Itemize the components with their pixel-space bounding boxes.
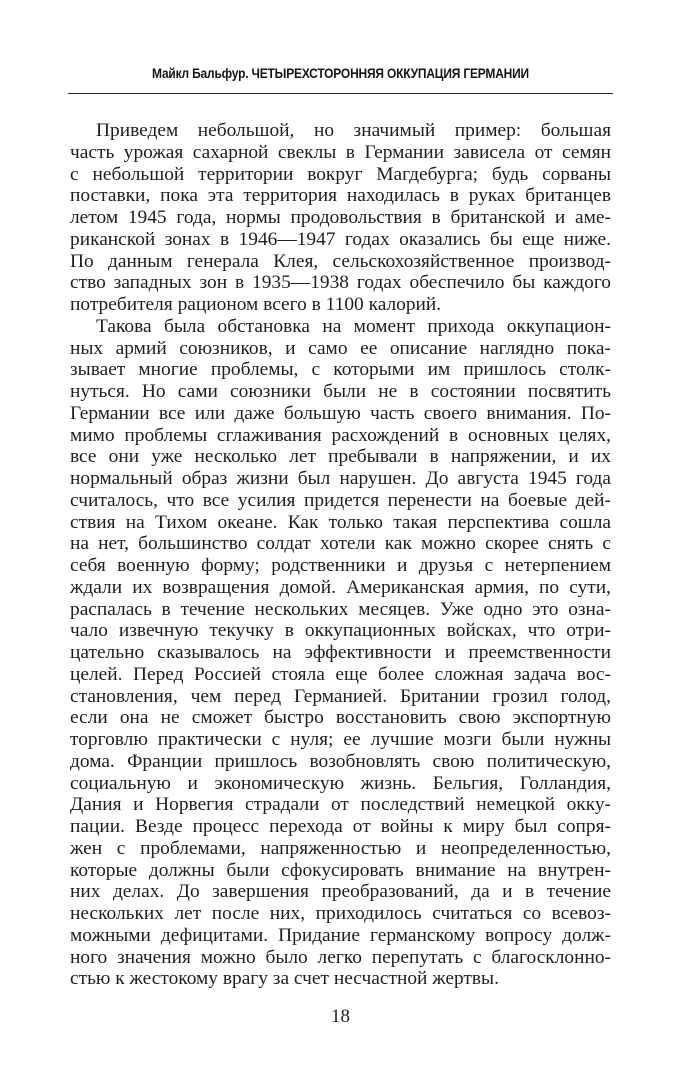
- text-line: пации. Везде процесс перехода от войны к миру был сопря-: [70, 816, 611, 837]
- text-line: часть урожая сахарной свеклы в Германии зависела от семян: [70, 141, 611, 163]
- text-line: чало извечную текучку в оккупационных войсках, что отри-: [70, 620, 611, 642]
- text-line: Приведем небольшой, но значимый пример: большая: [96, 120, 611, 141]
- text-line: цательно сказывалось на эффективности и преемственности: [70, 642, 611, 663]
- header-rule: [68, 93, 613, 94]
- text-line: ного значения можно было легко перепутать с благосклонно-: [70, 946, 611, 968]
- text-line: стью к жестокому врагу за счет несчастной жертвы.: [70, 968, 499, 990]
- text-line: Такова была обстановка на момент прихода оккупацион-: [96, 315, 611, 337]
- text-line: поставки, пока эта территория находилась в руках британцев: [70, 185, 611, 207]
- text-line: все они уже несколько лет пребывали в напряжении, и их: [70, 446, 611, 468]
- paragraph-2: [70, 316, 611, 990]
- text-line: риканской зонах в 1946—1947 годах оказались бы еще ниже.: [70, 228, 611, 250]
- text-line: ждали их возвращения домой. Американская армия, по сути,: [70, 576, 611, 598]
- page-number: 18: [331, 1006, 350, 1027]
- text-line: нормальный образ жизни был нарушен. До августа 1945 года: [70, 468, 611, 489]
- text-line: которые должны были сфокусировать внимание на внутрен-: [70, 859, 611, 881]
- text-line: с небольшой территории вокруг Магдебурга; будь сорваны: [70, 163, 611, 185]
- text-line: летом 1945 года, нормы продовольствия в британской и аме-: [70, 207, 611, 228]
- text-line: распалась в течение нескольких месяцев. Уже одно это озна-: [70, 598, 611, 620]
- text-line: нуться. Но сами союзники были не в состоянии посвятить: [70, 381, 611, 402]
- text-line: ных армий союзников, и само ее описание наглядно пока-: [70, 337, 611, 359]
- text-line: считалось, что все усилия придется перенести на боевые дей-: [70, 489, 611, 511]
- text-line: торговлю практически с нуля; ее лучшие мозги были нужны: [70, 729, 611, 750]
- text-line: становления, чем перед Германией. Британии грозил голод,: [70, 685, 611, 707]
- text-line: ствия на Тихом океане. Как только такая перспектива сошла: [70, 511, 611, 533]
- body-text: [70, 120, 611, 990]
- text-line: По данным генерала Клея, сельскохозяйственное производ-: [70, 250, 611, 272]
- text-line: целей. Перед Россией стояла еще более сложная задача вос-: [70, 663, 611, 685]
- text-line: ство западных зон в 1935—1938 годах обеспечило бы каждого: [70, 272, 611, 294]
- text-line: Германии все или даже большую часть своего внимания. По-: [70, 402, 611, 424]
- text-line: жен с проблемами, напряженностью и неопределенностью,: [70, 837, 611, 859]
- text-line: них делах. До завершения преобразований, да и в течение: [70, 881, 611, 903]
- text-line: зывает многие проблемы, с которыми им пришлось столк-: [70, 359, 611, 381]
- text-line: на нет, большинство солдат хотели как можно скорее снять с: [70, 533, 611, 555]
- running-head: Майкл Бальфур. ЧЕТЫРЕХСТОРОННЯЯ ОККУПАЦИЯ ГЕРМАНИИ: [152, 66, 529, 81]
- paragraph-1: [70, 120, 611, 316]
- text-line: социальную и экономическую жизнь. Бельгия, Голландия,: [70, 772, 611, 794]
- text-line: Дания и Норвегия страдали от последствий немецкой окку-: [70, 794, 611, 816]
- text-line: себя военную форму; родственники и друзья с нетерпением: [70, 555, 611, 576]
- text-line: нескольких лет после них, приходилось считаться со всевоз-: [70, 903, 611, 924]
- text-line: можными дефицитами. Придание германскому вопросу долж-: [70, 924, 611, 946]
- text-line: потребителя рационом всего в 1100 калорий.: [70, 294, 442, 315]
- text-line: если она не сможет быстро восстановить свою экспортную: [70, 707, 611, 729]
- text-line: дома. Франции пришлось возобновлять свою политическую,: [70, 750, 611, 772]
- text-line: мимо проблемы сглаживания расхождений в основных целях,: [70, 424, 611, 446]
